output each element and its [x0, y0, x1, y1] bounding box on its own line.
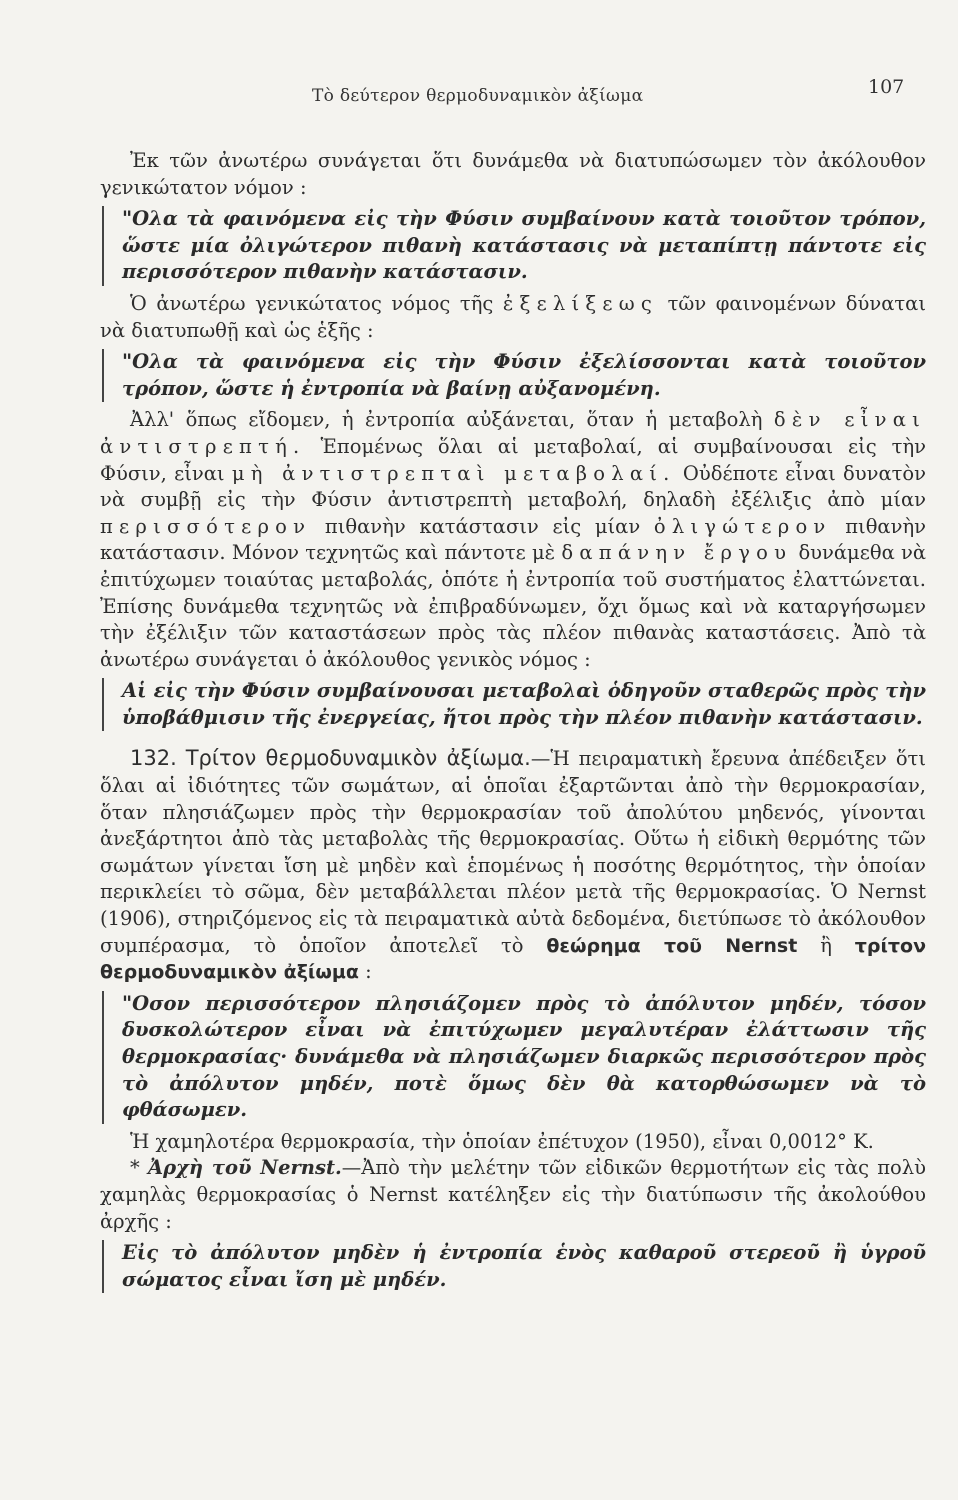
text-span: τῶν φαινομένων δύναται νὰ διατυπωθῇ καὶ ὡς ἑξῆς :: [100, 291, 926, 342]
paragraph-nernst-principle: [100, 1155, 926, 1235]
spaced-term-more: περισσότερον: [100, 514, 312, 538]
text-span: Ὁ ἀνωτέρω γενικώτατος νόμος τῆς: [130, 291, 494, 315]
spaced-term-irreversible-changes: μὴ ἀντιστρεπταὶ μεταβολαί.: [231, 461, 676, 485]
text-span: δυνάμεθα νὰ ἐπιτύχωμεν τοιαύτας μεταβολάς, ὁπότε ἡ ἐντροπία τοῦ συστήματος ἐλαττώνεται. Ἐπίσης δυνάμεθα τεχνητῶς νὰ ἐπιβραδύνωμεν, ὄχι ὅμως καὶ νὰ καταργήσωμεν τὴν ἐξέλιξιν τῶν καταστάσεων πρὸς τὰς πλέον πιθανὰς καταστάσεις. Ἀπὸ τὰ ἀνωτέρω συνάγεται ὁ ἀκόλουθος γενικὸς νόμος :: [100, 541, 926, 671]
spaced-term-not-reversible: δὲν εἶναι ἀντιστρεπτή.: [100, 408, 926, 458]
nernst-principle-title: Ἀρχὴ τοῦ Nernst.: [147, 1156, 342, 1180]
page-body: [100, 148, 926, 1298]
section-number: 132.: [130, 746, 177, 771]
text-span: Ἀλλ' ὅπως εἴδομεν, ἡ ἐντροπία αὐξάνεται, ὅταν ἡ μεταβολὴ: [130, 408, 763, 432]
page-header: [0, 70, 958, 110]
text-span: —Ἡ πειραματικὴ ἔρευνα ἀπέδειξεν ὅτι ὅλαι αἱ ἰδιότητες τῶν σωμάτων, αἱ ὁποῖαι ἐξαρτῶνται ἀπὸ τὴν θερμοκρασίαν, ὅταν πλησιάζωμεν πρὸς τὴν θερμοκρασίαν τοῦ ἀπολύτου μηδενός, γίνονται ἀνεξάρτητοι ἀπὸ τὰς μεταβολὰς τῆς θερμοκρασίας. Οὕτω ἡ εἰδικὴ θερμότης τῶν σωμάτων γίνεται ἴση μὲ μηδὲν καὶ ἑπομένως ἡ ποσότης θερμότητος, τὴν ὁποίαν περικλείει τὸ σῶμα, δὲν μεταβάλλεται πλέον μετὰ τῆς θερμοκρασίας. Ὁ Nernst (1906), στηριζόμενος εἰς τὰ πειραματικὰ αὐτὰ δεδομένα, διετύπωσε τὸ ἀκόλουθον συμπέρασμα, τὸ ὁποῖον ἀποτελεῖ τὸ: [100, 747, 926, 957]
paragraph-intro: Ἐκ τῶν ἀνωτέρω συνάγεται ὅτι δυνάμεθα νὰ διατυπώσωμεν τὸν ἀκόλουθον γενικώτατον νόμον :: [100, 149, 926, 199]
text-span: πιθανὴν κατάστασιν εἰς μίαν: [324, 514, 641, 538]
text-span: —Ἀπὸ τὴν μελέτην τῶν εἰδικῶν θερμοτήτων εἰς τὰς πολὺ χαμηλὰς θερμοκρασίας ὁ Nernst κατέληξεν εἰς τὴν διατύπωσιν τῆς ἀκολούθου ἀρχῆς :: [100, 1156, 927, 1233]
paragraph-entropy: [100, 407, 926, 673]
spaced-term-evolution: ἐξελίξεως: [502, 291, 659, 315]
law-statement-4: "Οσον περισσότερον πλησιάζομεν πρὸς τὸ ἀπόλυτον μηδέν, τόσον δυσκολώτερον εἶναι νὰ ἐπιτύχωμεν μεγαλυτέραν ἐλάττωσιν τῆς θερμοκρασίας· δυνάμεθα νὰ πλησιάζωμεν διαρκῶς περισσότερον πρὸς τὸ ἀπόλυτον μηδέν, ποτὲ ὅμως δὲν θὰ κατορθώσωμεν νὰ τὸ φθάσωμεν.: [102, 991, 926, 1124]
footnote-star: *: [130, 1156, 140, 1180]
text-span: :: [365, 960, 372, 984]
text-span: ἢ: [820, 933, 832, 957]
law-statement-3: Αἱ εἰς τὴν Φύσιν συμβαίνουσαι μεταβολαὶ ὁδηγοῦν σταθερῶς πρὸς τὴν ὑποβάθμισιν τῆς ἐνεργείας, ἤτοι πρὸς τὴν πλέον πιθανὴν κατάστασιν.: [102, 678, 926, 731]
law-statement-5: Εἰς τὸ ἀπόλυτον μηδὲν ἡ ἐντροπία ἑνὸς καθαροῦ στερεοῦ ἢ ὑγροῦ σώματος εἶναι ἴση μὲ μηδέν.: [102, 1240, 926, 1293]
spaced-term-less: ὀλιγώτερον: [653, 514, 832, 538]
section-132: [100, 745, 926, 985]
law-statement-1: "Ολα τὰ φαινόμενα εἰς τὴν Φύσιν συμβαίνουν κατὰ τοιοῦτον τρόπον, ὥστε μία ὀλιγώτερον πιθανὴ κατάστασις νὰ μεταπίπτῃ πάντοτε εἰς περισσότερον πιθανὴν κατάστασιν.: [102, 206, 926, 286]
page-number: 107: [868, 76, 905, 98]
bold-term-nernst-theorem: θεώρημα τοῦ Nernst: [546, 934, 798, 957]
text-span: Οὐδέποτε εἶναι δυνατὸν νὰ συμβῇ εἰς τὴν Φύσιν ἀντιστρεπτὴ μεταβολή, δηλαδὴ ἐξέλιξις ἀπὸ μίαν: [100, 461, 926, 512]
text-span: Ἑπομένως ὅλαι αἱ μεταβολαί, αἱ συμβαίνουσαι εἰς τὴν Φύσιν, εἶναι: [100, 434, 927, 485]
bold-term-third-axiom: τρίτον θερμοδυναμικὸν ἀξίωμα: [100, 934, 927, 984]
law-statement-2: "Ολα τὰ φαινόμενα εἰς τὴν Φύσιν ἐξελίσσονται κατὰ τοιοῦτον τρόπον, ὥστε ἡ ἐντροπία νὰ βαίνῃ αὐξανομένη.: [102, 349, 926, 402]
text-span: πιθανὴν κατάστασιν. Μόνον τεχνητῶς καὶ πάντοτε μὲ: [100, 514, 926, 565]
paragraph-lowest-temperature: Ἡ χαμηλοτέρα θερμοκρασία, τὴν ὁποίαν ἐπέτυχον (1950), εἶναι 0,0012° K.: [130, 1129, 874, 1153]
running-title: Τὸ δεύτερον θερμοδυναμικὸν ἀξίωμα: [312, 86, 644, 106]
section-title: Τρίτον θερμοδυναμικὸν ἀξίωμα.: [185, 746, 531, 771]
spaced-term-work-expense: δαπάνην ἔργου: [561, 541, 793, 565]
paragraph-evolution: [100, 291, 926, 344]
